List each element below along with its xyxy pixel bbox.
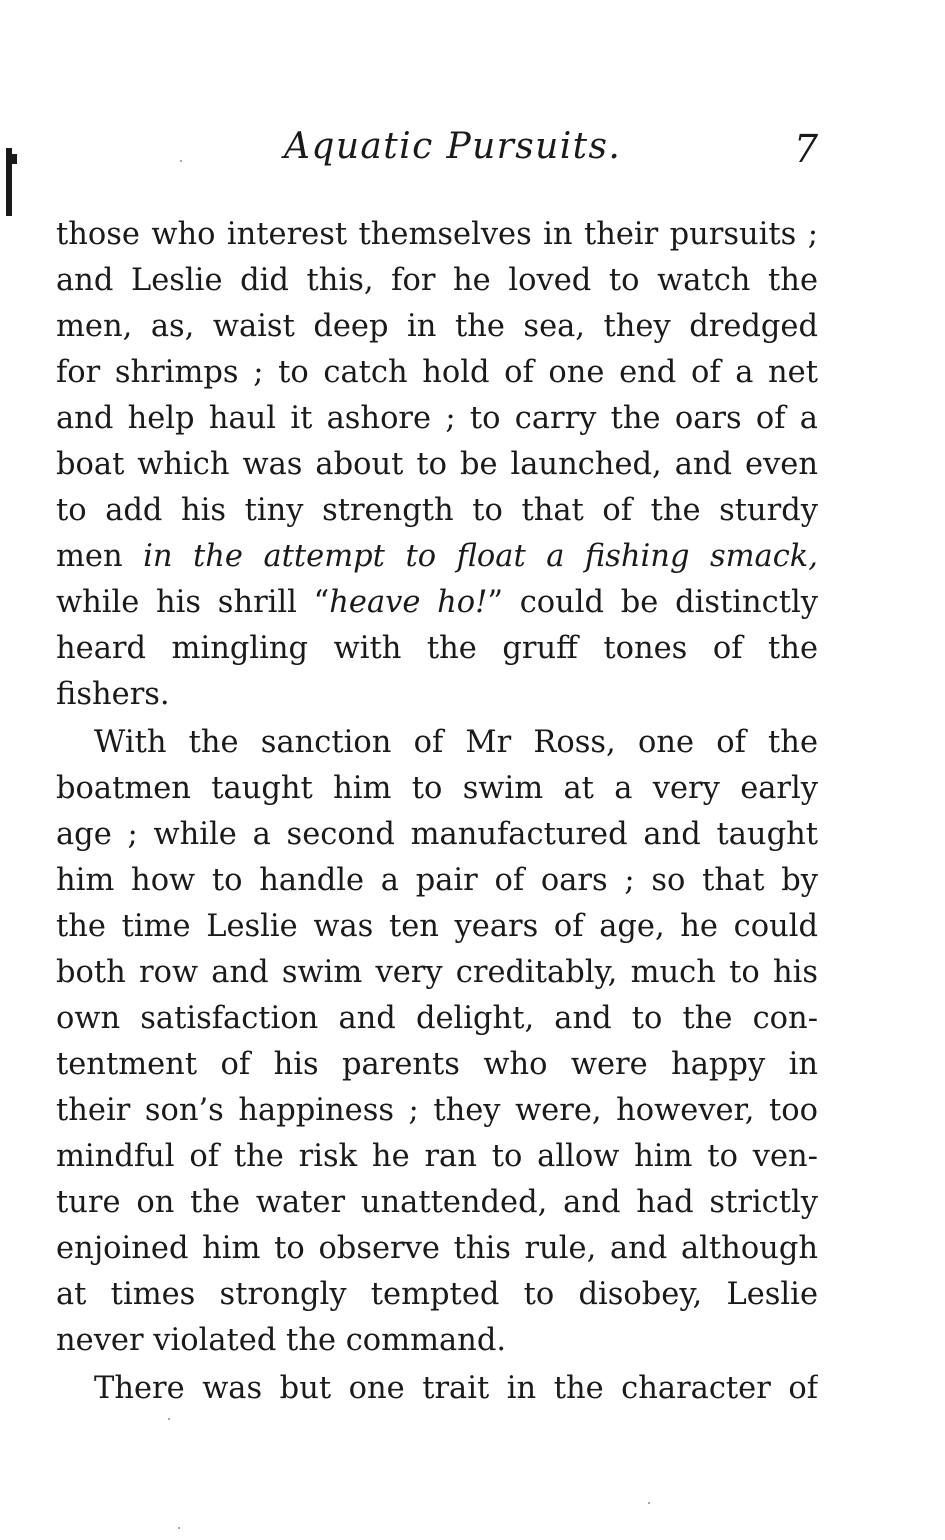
text-line: him how to handle a pair of oars ; so that by bbox=[56, 863, 818, 898]
text-line: boat which was about to be launched, and even bbox=[56, 447, 818, 482]
scan-speck bbox=[168, 1418, 170, 1420]
binding-edge-mark bbox=[6, 148, 12, 216]
italic-phrase: heave ho! bbox=[329, 585, 488, 620]
running-title: Aquatic Pursuits. bbox=[284, 126, 622, 167]
text-line: to add his tiny strength to that of the sturdy bbox=[56, 493, 818, 528]
text-line: mindful of the risk he ran to allow him to ven- bbox=[56, 1139, 818, 1174]
text-line: and Leslie did this, for he loved to watch the bbox=[56, 263, 818, 298]
text-line: while his shrill “heave ho!” could be distinctly bbox=[56, 585, 818, 620]
text-line: There was but one trait in the character of bbox=[94, 1371, 818, 1406]
text-line: heard mingling with the gruff tones of the bbox=[56, 631, 818, 666]
scan-speck bbox=[178, 1527, 180, 1529]
text-line: With the sanction of Mr Ross, one of the bbox=[94, 725, 818, 760]
text-line: age ; while a second manufactured and taught bbox=[56, 817, 818, 852]
text-line: those who interest themselves in their pursuits ; bbox=[56, 217, 818, 252]
text-line: and help haul it ashore ; to carry the oars of a bbox=[56, 401, 818, 436]
text-line: both row and swim very creditably, much to his bbox=[56, 955, 818, 990]
italic-phrase: in the attempt to float a fishing smack, bbox=[143, 539, 818, 574]
scan-speck bbox=[648, 1502, 650, 1504]
text-line: men, as, waist deep in the sea, they dredged bbox=[56, 309, 818, 344]
text-line: for shrimps ; to catch hold of one end of a net bbox=[56, 355, 818, 390]
text-line: own satisfaction and delight, and to the con- bbox=[56, 1001, 818, 1036]
body-text bbox=[56, 212, 818, 1412]
running-head bbox=[56, 122, 820, 172]
text-line: ture on the water unattended, and had strictly bbox=[56, 1185, 818, 1220]
text-line: men in the attempt to float a fishing smack, bbox=[56, 539, 818, 574]
text-line: at times strongly tempted to disobey, Leslie bbox=[56, 1277, 818, 1312]
page-number: 7 bbox=[793, 127, 818, 171]
text-line: their son’s happiness ; they were, however, too bbox=[56, 1093, 818, 1128]
text-line: boatmen taught him to swim at a very early bbox=[56, 771, 818, 806]
text-line: never violated the command. bbox=[56, 1323, 507, 1358]
text-line: tentment of his parents who were happy in bbox=[56, 1047, 818, 1082]
text-line: fishers. bbox=[56, 677, 170, 712]
scan-speck bbox=[180, 160, 182, 162]
text-line: the time Leslie was ten years of age, he could bbox=[56, 909, 818, 944]
text-line: enjoined him to observe this rule, and although bbox=[56, 1231, 818, 1266]
